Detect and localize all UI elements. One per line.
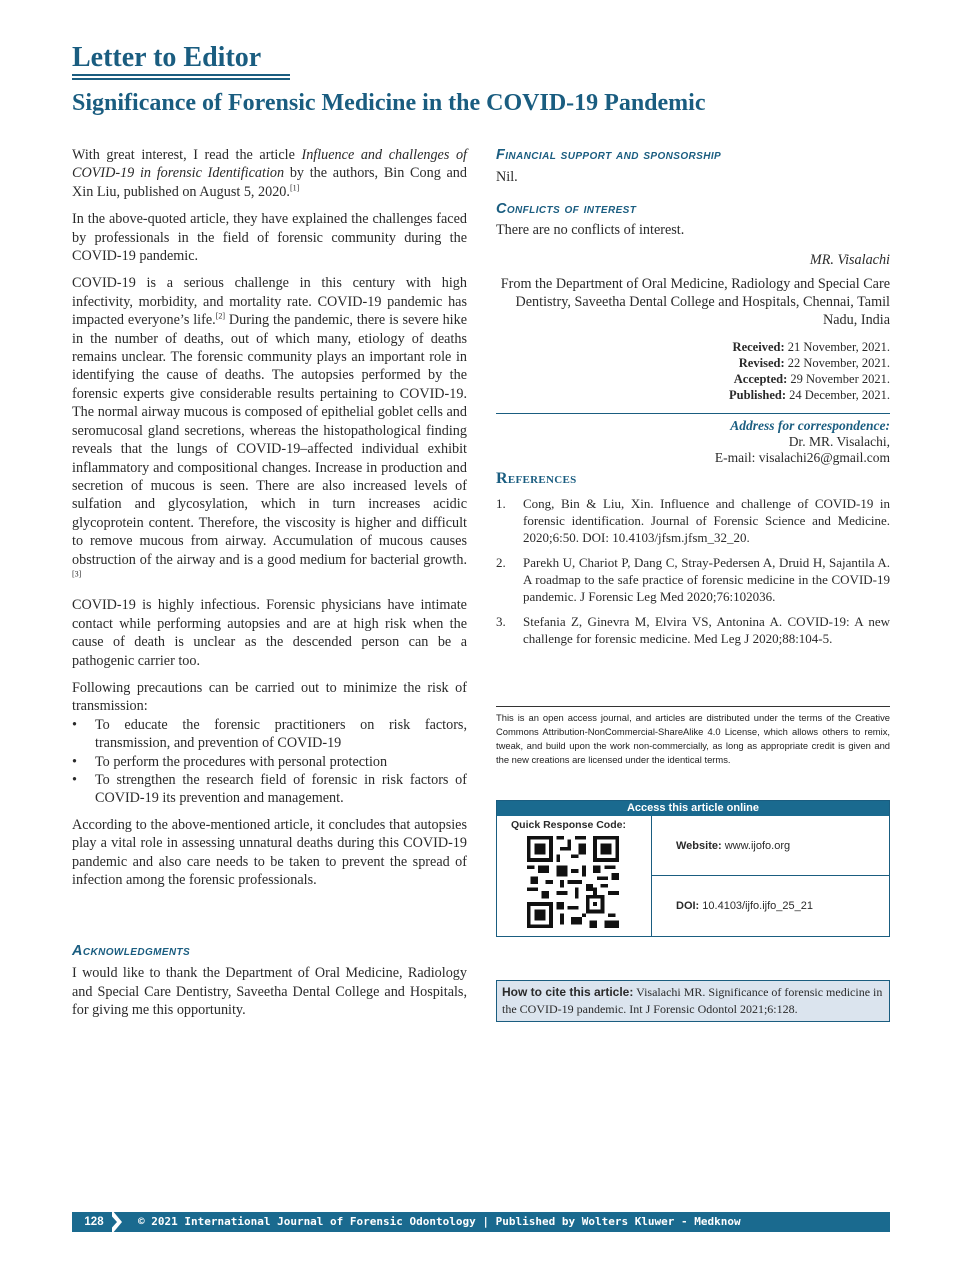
chevron-right-icon bbox=[108, 1212, 117, 1232]
citation-ref[interactable]: [1] bbox=[289, 183, 300, 193]
body-column bbox=[72, 146, 467, 898]
acknowledgments-heading: Acknowledgments bbox=[72, 943, 191, 959]
revised-date: Revised: 22 November, 2021. bbox=[738, 356, 890, 370]
reference-item[interactable]: 1. Cong, Bin & Liu, Xin. Influence and challenge of COVID-19 in forensic identification. Journal of Forensic Science and Medicine. 2020;6:50. DOI: 10.4103/jfsm.jfsm_32_20. bbox=[496, 496, 890, 545]
reference-item[interactable]: 3. Stefania Z, Ginevra M, Elvira VS, Antonina A. COVID-19: A new challenge for forensic medicine. Med Leg J 2020;88:104-5. bbox=[496, 614, 890, 646]
published-date: Published: 24 December, 2021. bbox=[729, 388, 890, 402]
precautions-list bbox=[72, 716, 467, 808]
received-date: Received: 21 November, 2021. bbox=[732, 340, 890, 354]
list-item: • To perform the procedures with personal protection bbox=[72, 753, 388, 770]
divider bbox=[496, 413, 890, 414]
acknowledgments-text: I would like to thank the Department of Oral Medicine, Radiology and Special Care Dentistry, Saveetha Dental College and Hospitals, for giving me this opportunity. bbox=[72, 965, 467, 1019]
paragraph-6: According to the above-mentioned article, it concludes that autopsies play a vital role in assessing unnatural deaths during this COVID-19 pandemic and also care needs to be taken to prevent the spread of infection among the forensic professionals. bbox=[72, 816, 467, 889]
section-rule bbox=[72, 74, 290, 80]
article-dates bbox=[496, 339, 890, 403]
cite-text: Visalachi MR. Significance of forensic medicine in the COVID-19 pandemic. Int J Forensic Odontol 2021;6:128. bbox=[502, 985, 883, 1016]
acknowledgments-section bbox=[72, 942, 467, 1020]
financial-heading: Financial support and sponsorship bbox=[496, 147, 722, 163]
conflicts-text: There are no conflicts of interest. bbox=[496, 222, 685, 238]
paragraph-4: COVID-19 is highly infectious. Forensic physicians have intimate contact while performing autopsies and are at high risk when the cause of death is unclear as the descended person can be a pathogenic carrier too. bbox=[72, 597, 467, 669]
paragraph-1: With great interest, I read the article Influence and challenges of COVID-19 in forensic Identification by the authors, Bin Cong and Xin Liu, published on August 5, 2020.[1] bbox=[72, 147, 467, 200]
author-name: MR. Visalachi bbox=[809, 252, 890, 268]
references-section bbox=[496, 470, 890, 647]
paragraph-2: In the above-quoted article, they have explained the challenges faced by professionals in the field of forensic community during the COVID-19 pandemic. bbox=[72, 211, 467, 265]
side-column bbox=[496, 146, 890, 466]
accepted-date: Accepted: 29 November 2021. bbox=[733, 372, 890, 386]
correspondence-email[interactable]: E-mail: visalachi26@gmail.com bbox=[714, 450, 890, 465]
doi-cell[interactable]: DOI: 10.4103/ijfo.ijfo_25_21 bbox=[676, 900, 813, 912]
correspondence bbox=[496, 418, 890, 466]
website-cell[interactable]: Website: www.ijofo.org bbox=[652, 816, 889, 876]
citation-ref[interactable]: [2] bbox=[215, 311, 226, 321]
conflicts-heading: Conflicts of interest bbox=[496, 201, 637, 217]
references-heading: References bbox=[496, 470, 577, 487]
paragraph-3: COVID-19 is a serious challenge in this century with high infectivity, morbidity, and mortality rate. COVID-19 pandemic has impacted everyone’s life.[2] During the pandemic, there is severe hike in the number of deaths, out of which many, etiology of deaths remains unclear. The forensic community plays an important role in identifying the cause of deaths. The autopsies performed by the forensic experts give considerable results pertaining to COVID-19. The normal airway mucous is composed of epithelial goblet cells and seromucosal gland secretions, whereas the histopathological finding reveals that the lungs of COVID-19–affected individual exhibit inflammatory and compositional changes. Increase in production and secretion of mucous is seen. There are also increased levels of sulfation and glycosylation, which in turn increases acidic glycoprotein content. Therefore, the viscosity is higher and difficult to remove mucous from airway. Accumulation of mucous causes obstruction of the airway and is a good medium for bacterial growth.[3] bbox=[72, 275, 467, 579]
reference-item[interactable]: 2. Parekh U, Chariot P, Dang C, Stray-Pedersen A, Druid H, Sajantila A. A roadmap to the safe practice of forensic medicine in the COVID-19 pandemic. J Forensic Leg Med 2020;76:102036. bbox=[496, 555, 890, 604]
footer-text: © 2021 International Journal of Forensic Odontology | Published by Wolters Kluwer - Medknow bbox=[138, 1215, 741, 1228]
article-title: Significance of Forensic Medicine in the COVID-19 Pandemic bbox=[72, 90, 706, 116]
author-affiliation: From the Department of Oral Medicine, Radiology and Special Care Dentistry, Saveetha Dental College and Hospitals, Chennai, Tamil Nadu, India bbox=[500, 276, 890, 328]
license-text: This is an open access journal, and articles are distributed under the terms of the Creative Commons Attribution-NonCommercial-ShareAlike 4.0 License, which allows others to remix, tweak, and build upon the work non-commercially, as long as appropriate credit is given and the new creations are licensed under the identical terms. bbox=[496, 706, 890, 767]
section-label: Letter to Editor bbox=[72, 42, 262, 73]
page-number: 128 bbox=[72, 1212, 116, 1232]
access-heading: Access this article online bbox=[497, 801, 889, 816]
paragraph-5: Following precautions can be carried out to minimize the risk of transmission: bbox=[72, 679, 467, 715]
cite-label: How to cite this article: bbox=[502, 985, 634, 999]
qr-code-icon[interactable] bbox=[527, 836, 619, 928]
qr-cell bbox=[497, 816, 652, 936]
correspondence-label: Address for correspondence: bbox=[730, 418, 890, 433]
cite-box bbox=[496, 980, 890, 1022]
financial-text: Nil. bbox=[496, 169, 518, 185]
access-online-box bbox=[496, 800, 890, 937]
list-item: • To educate the forensic practitioners on risk factors, transmission, and prevention of COVID-19 bbox=[72, 716, 467, 752]
list-item: • To strengthen the research field of forensic in risk factors of COVID-19 its prevention and management. bbox=[72, 772, 467, 807]
qr-label: Quick Response Code: bbox=[511, 819, 626, 831]
citation-ref[interactable]: [3] bbox=[72, 569, 82, 579]
correspondence-name: Dr. MR. Visalachi, bbox=[788, 434, 890, 449]
